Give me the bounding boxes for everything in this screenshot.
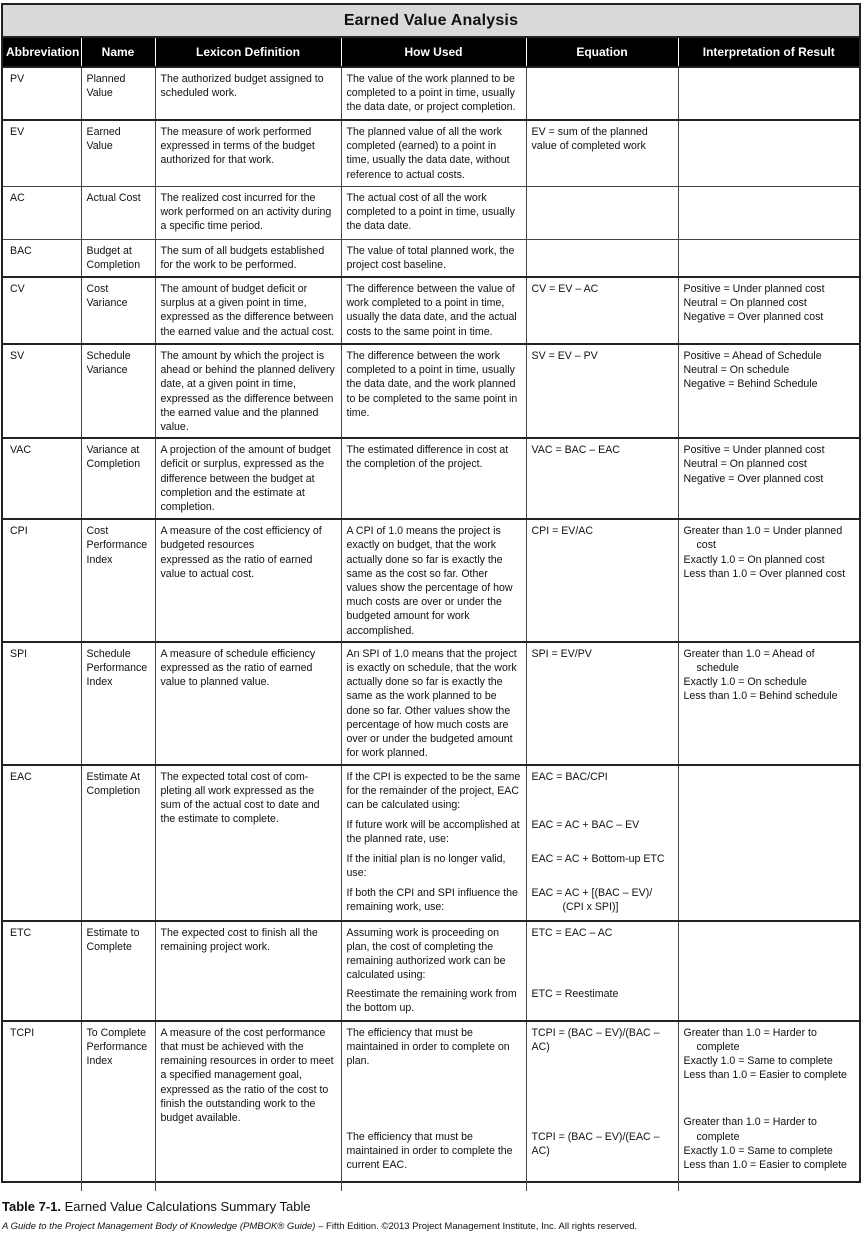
header-interpretation: Interpretation of Result (678, 38, 859, 67)
how-used-cell: The planned value of all the work completed (earned) to a point in time, usually the data date, without reference to actual costs. (341, 120, 526, 186)
how-used-line: If the CPI is expected to be the same for the remainder of the project, EAC can be calculated using: (346, 770, 521, 812)
interpretation-cell (678, 921, 859, 1021)
definition-cell: The authorized budget assigned to scheduled work. (155, 67, 341, 120)
table-row-ac (3, 186, 859, 239)
how-used-line: The efficiency that must be maintained in order to complete the current EAC. (346, 1130, 513, 1172)
equation-line: EAC = AC + BAC – EV (531, 818, 640, 831)
name-cell: Planned Value (81, 67, 155, 120)
interpretation-line: Exactly 1.0 = On schedule (683, 676, 807, 689)
interpretation-line: Less than 1.0 = Behind schedule (683, 690, 838, 703)
interpretation-line-cont: cost (696, 539, 716, 552)
header-lexicon-definition: Lexicon Definition (155, 38, 341, 67)
how-used-line: Reestimate the remaining work from the bottom up. (346, 987, 517, 1015)
interpretation-cell (678, 1021, 859, 1191)
table-caption (2, 1199, 311, 1214)
definition-cell: A measure of schedule efficiency expressed as the ratio of earned value to planned value. (155, 642, 341, 765)
equation-cell: VAC = BAC – EAC (526, 438, 678, 519)
table-row-ev (3, 120, 859, 186)
name-cell: Schedule Variance (81, 344, 155, 438)
equation-line: TCPI = (BAC – EV)/(EAC – AC) (531, 1130, 660, 1158)
equation-cell (526, 765, 678, 921)
definition-cell: A measure of the cost performance that must be achieved with the remaining resources in order to meet a specified management goal, expressed as the ratio of the cost to finish the outstanding work to the budget available. (155, 1021, 341, 1191)
name-cell: Budget at Completion (81, 239, 155, 277)
interpretation-line: Exactly 1.0 = Same to complete (683, 1055, 833, 1068)
how-used-cell: An SPI of 1.0 means that the project is exactly on schedule, that the work actually done so far is exactly the same as the work planned to be done so far. Other values show the percentage of how much costs are over or under the budgeted amount for work planned. (341, 642, 526, 765)
name-cell: Cost Performance Index (81, 519, 155, 642)
interpretation-cell (678, 438, 859, 519)
how-used-cell: A CPI of 1.0 means the project is exactly on budget, that the work actually done so far is exactly the same as the cost so far. Other values show the percentage of how much costs are over or under the budgeted amount for work accomplished. (341, 519, 526, 642)
definition-cell: The realized cost incurred for the work performed on an activity during a specific time period. (155, 186, 341, 239)
definition-cell: The sum of all budgets established for the work to be performed. (155, 239, 341, 277)
equation-cell: EV = sum of the planned value of completed work (526, 120, 678, 186)
interpretation-line: Exactly 1.0 = Same to complete (683, 1144, 833, 1157)
how-used-cell (341, 1021, 526, 1191)
interpretation-line: Less than 1.0 = Over planned cost (683, 567, 846, 580)
how-used-cell (341, 921, 526, 1021)
abbreviation-cell: TCPI (3, 1021, 81, 1191)
interpretation-line: Less than 1.0 = Easier to complete (683, 1159, 847, 1172)
name-cell: Estimate At Completion (81, 765, 155, 921)
interpretation-line: Positive = Under planned cost (683, 444, 825, 457)
table-row-sv (3, 344, 859, 438)
name-cell: To Complete Performance Index (81, 1021, 155, 1191)
table-row-cv (3, 277, 859, 344)
definition-cell: The measure of work performed expressed in terms of the budget authorized for that work. (155, 120, 341, 186)
interpretation-line: Neutral = On planned cost (683, 297, 807, 310)
interpretation-line: Neutral = On planned cost (683, 458, 807, 471)
interpretation-line: Neutral = On schedule (683, 364, 790, 377)
interpretation-line: Negative = Over planned cost (683, 472, 824, 485)
caption-text: Earned Value Calculations Summary Table (64, 1199, 311, 1214)
interpretation-cell (678, 120, 859, 186)
header-name: Name (81, 38, 155, 67)
name-cell: Cost Variance (81, 277, 155, 344)
interpretation-cell (678, 239, 859, 277)
equation-cell: CV = EV – AC (526, 277, 678, 344)
interpretation-cell (678, 519, 859, 642)
how-used-cell: The estimated difference in cost at the completion of the project. (341, 438, 526, 519)
interpretation-line-cont: schedule (696, 662, 739, 675)
interpretation-line: Exactly 1.0 = On planned cost (683, 553, 825, 566)
how-used-line: If both the CPI and SPI influence the remaining work, use: (346, 886, 518, 914)
equation-line: ETC = EAC – AC (531, 926, 613, 939)
table-title: Earned Value Analysis (3, 5, 859, 38)
interpretation-line: Greater than 1.0 = Harder to (683, 1116, 817, 1129)
footer-copyright: – Fifth Edition. ©2013 Project Management Institute, Inc. All rights reserved. (315, 1221, 638, 1232)
abbreviation-cell: CV (3, 277, 81, 344)
interpretation-cell (678, 642, 859, 765)
how-used-cell: The actual cost of all the work completed to a point in time, usually the data date. (341, 186, 526, 239)
how-used-cell (341, 765, 526, 921)
how-used-line: The efficiency that must be maintained in order to complete on plan. (346, 1026, 510, 1068)
interpretation-line: Greater than 1.0 = Under planned (683, 525, 843, 538)
name-cell: Schedule Performance Index (81, 642, 155, 765)
abbreviation-cell: VAC (3, 438, 81, 519)
interpretation-cell (678, 186, 859, 239)
how-used-line: If future work will be accomplished at the planned rate, use: (346, 818, 520, 846)
interpretation-line-cont: complete (696, 1130, 740, 1143)
how-used-cell: The difference between the value of work completed to a point in time, usually the data date, and the actual costs to the same point in time. (341, 277, 526, 344)
name-cell: Estimate to Complete (81, 921, 155, 1021)
equation-cell (526, 239, 678, 277)
equation-cell (526, 186, 678, 239)
definition-cell (155, 519, 341, 642)
definition-cell: The expected cost to finish all the remaining project work. (155, 921, 341, 1021)
earned-value-table-frame (1, 3, 861, 1183)
table-row-pv (3, 67, 859, 120)
abbreviation-cell: PV (3, 67, 81, 120)
equation-line: TCPI = (BAC – EV)/(BAC – AC) (531, 1026, 660, 1054)
interpretation-line: Positive = Ahead of Schedule (683, 350, 822, 362)
interpretation-cell (678, 67, 859, 120)
abbreviation-cell: BAC (3, 239, 81, 277)
header-row (3, 38, 859, 67)
table-row-cpi (3, 519, 859, 642)
header-abbreviation: Abbreviation (3, 38, 81, 67)
name-cell: Earned Value (81, 120, 155, 186)
interpretation-cell (678, 277, 859, 344)
equation-cell (526, 921, 678, 1021)
abbreviation-cell: EAC (3, 765, 81, 921)
footer-book-title: A Guide to the Project Management Body of Knowledge (PMBOK® Guide) (2, 1221, 316, 1232)
abbreviation-cell: AC (3, 186, 81, 239)
equation-line: EAC = BAC/CPI (531, 770, 608, 783)
how-used-cell: The difference between the work completed to a point in time, usually the data date, and the work planned to be completed to the same point in time. (341, 344, 526, 438)
interpretation-line: Greater than 1.0 = Harder to (683, 1026, 817, 1039)
table-row-tcpi (3, 1021, 859, 1191)
name-cell: Actual Cost (81, 186, 155, 239)
interpretation-cell (678, 765, 859, 921)
abbreviation-cell: ETC (3, 921, 81, 1021)
name-cell: Variance at Completion (81, 438, 155, 519)
definition-cell: The amount of budget deficit or surplus at a given point in time, expressed as the difference between the earned value and the actual cost. (155, 277, 341, 344)
how-used-line: If the initial plan is no longer valid, use: (346, 852, 506, 880)
table-row-bac (3, 239, 859, 277)
header-how-used: How Used (341, 38, 526, 67)
equation-cell: CPI = EV/AC (526, 519, 678, 642)
abbreviation-cell: CPI (3, 519, 81, 642)
definition-cell: The amount by which the project is ahead or behind the planned delivery date, at a given point in time, expressed as the difference between the earned value and the planned value. (155, 344, 341, 438)
abbreviation-cell: EV (3, 120, 81, 186)
table-row-etc (3, 921, 859, 1021)
definition-line: A measure of the cost efficiency of budgeted resources (160, 525, 322, 552)
equation-line-cont: (CPI x SPI)] (562, 901, 619, 914)
definition-line: expressed as the ratio of earned value to actual cost. (160, 553, 313, 580)
interpretation-line: Negative = Behind Schedule (683, 378, 818, 391)
interpretation-line: Negative = Over planned cost (683, 311, 824, 324)
interpretation-line: Less than 1.0 = Easier to complete (683, 1069, 847, 1082)
table-row-vac (3, 438, 859, 519)
header-equation: Equation (526, 38, 678, 67)
how-used-line: Assuming work is proceeding on plan, the cost of completing the remaining authorized work can be calculated using: (346, 926, 506, 982)
table-row-eac (3, 765, 859, 921)
earned-value-table (3, 38, 859, 1191)
copyright-footer (2, 1221, 637, 1232)
equation-cell (526, 67, 678, 120)
interpretation-cell (678, 344, 859, 438)
interpretation-line: Positive = Under planned cost (683, 283, 825, 295)
interpretation-line-cont: complete (696, 1041, 740, 1054)
equation-cell (526, 1021, 678, 1191)
how-used-cell: The value of the work planned to be completed to a point in time, usually the data date, or project completion. (341, 67, 526, 120)
equation-line: EAC = AC + [(BAC – EV)/ (531, 886, 653, 899)
caption-label: Table 7-1. (2, 1199, 62, 1214)
definition-cell: A projection of the amount of budget deficit or surplus, expressed as the difference between the budget at completion and the estimate at completion. (155, 438, 341, 519)
equation-line: ETC = Reestimate (531, 987, 619, 1000)
equation-line: EAC = AC + Bottom-up ETC (531, 852, 665, 865)
table-row-spi (3, 642, 859, 765)
definition-cell: The expected total cost of com-pleting all work expressed as the sum of the actual cost to date and the estimate to complete. (155, 765, 341, 921)
abbreviation-cell: SPI (3, 642, 81, 765)
equation-cell: SPI = EV/PV (526, 642, 678, 765)
abbreviation-cell: SV (3, 344, 81, 438)
interpretation-line: Greater than 1.0 = Ahead of (683, 647, 815, 660)
how-used-cell: The value of total planned work, the project cost baseline. (341, 239, 526, 277)
equation-cell: SV = EV – PV (526, 344, 678, 438)
